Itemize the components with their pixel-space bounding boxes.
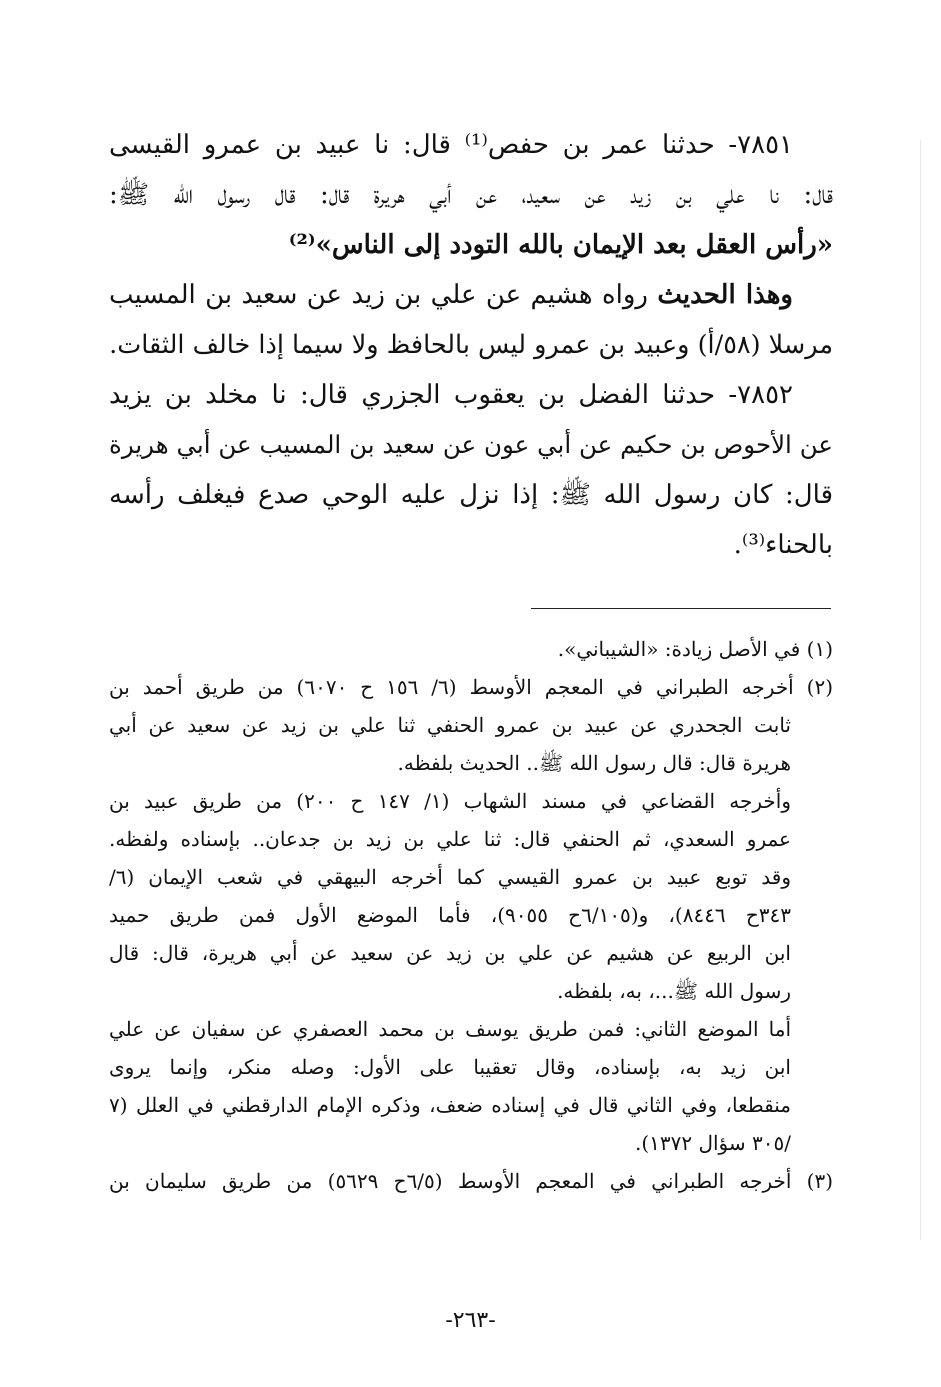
text-line: قال: كان رسول الله ﷺ: إذا نزل عليه الوحي صدع فيغلف رأسه xyxy=(109,480,833,510)
footnote-separator xyxy=(531,608,831,609)
text-line: قال: نا علي بن زيد عن سعيد، عن أبي هريرة قال: قال رسول الله ﷺ: xyxy=(109,180,833,210)
text-line: ٧٨٥١- حدثنا عمر بن حفص⁽¹⁾ قال: نا عبيد بن عمرو القيسى xyxy=(109,130,794,160)
footnote-line: وأخرجه القضاعي في مسند الشهاب (١/ ١٤٧ ح ٢٠٠) من طريق عبيد بن xyxy=(109,789,791,813)
footnote-line: ٣٤٣ح ٨٤٤٦)، و(٦/١٠٥ح ٩٠٥٥)، فأما الموضع الأول فمن طريق حميد xyxy=(109,903,791,927)
footnote-line: /٣٠٥ سؤال ١٣٧٢). xyxy=(634,1131,791,1155)
footnote-line: (١) في الأصل زيادة: «الشيباني». xyxy=(557,637,833,661)
footnote-line: عمرو السعدي، ثم الحنفي قال: ثنا علي بن زيد بن جدعان.. بإسناده ولفظه. xyxy=(109,827,791,851)
bold-phrase: وهذا الحديث xyxy=(657,280,793,310)
text-line: بالحناء⁽³⁾. xyxy=(733,530,833,560)
main-text xyxy=(109,120,833,570)
hadith-text: «رأس العقل بعد الإيمان بالله التودد إلى الناس»⁽²⁾ xyxy=(288,230,833,260)
text-line: عن الأحوص بن حكيم عن أبي عون عن سعيد بن المسيب عن أبي هريرة xyxy=(109,430,833,459)
footnote-line: ابن الربيع عن هشيم عن علي بن زيد عن سعيد عن أبي هريرة، قال: قال xyxy=(109,941,791,965)
footnote-line: (٢) أخرجه الطبراني في المعجم الأوسط (٦/ ١٥٦ ح ٦٠٧٠) من طريق أحمد بن xyxy=(109,675,834,699)
footnote-line: وقد توبع عبيد بن عمرو القيسي كما أخرجه البيهقي في شعب الإيمان (٦/ xyxy=(109,865,791,889)
footnote-line: ثابت الجحدري عن عبيد بن عمرو الحنفي ثنا علي بن زيد عن سعيد عن أبي xyxy=(109,713,791,737)
footnote-line: هريرة قال: قال رسول الله ﷺ.. الحديث بلفظه. xyxy=(397,751,791,775)
page-number: -٢٦٣- xyxy=(445,1308,496,1333)
text-line: وهذا الحديث رواه هشيم عن علي بن زيد عن سعيد بن المسيب xyxy=(109,280,793,310)
footnote-line: أما الموضع الثاني: فمن طريق يوسف بن محمد العصفري عن سفيان عن علي xyxy=(109,1017,791,1041)
footnote-line: (٣) أخرجه الطبراني في المعجم الأوسط (٦/٥ح ٥٦٢٩) من طريق سليمان بن xyxy=(109,1169,834,1193)
text-line: ٧٨٥٢- حدثنا الفضل بن يعقوب الجزري قال: نا مخلد بن يزيد xyxy=(109,380,793,410)
footnotes xyxy=(109,630,833,1200)
text-line: مرسلا (٥٨/أ) وعبيد بن عمرو ليس بالحافظ ولا سيما إذا خالف الثقات. xyxy=(109,330,833,360)
scan-edge-line xyxy=(920,140,922,1240)
footnote-line: ابن زيد به، بإسناده، وقال تعقيبا على الأول: وصله منكر، وإنما يروى xyxy=(109,1055,791,1079)
footnote-line: رسول الله ﷺ...، به، بلفظه. xyxy=(557,979,791,1003)
footnote-line: منقطعا، وفي الثاني قال في إسناده ضعف، وذكره الإمام الدارقطني في العلل (٧ xyxy=(109,1093,791,1117)
